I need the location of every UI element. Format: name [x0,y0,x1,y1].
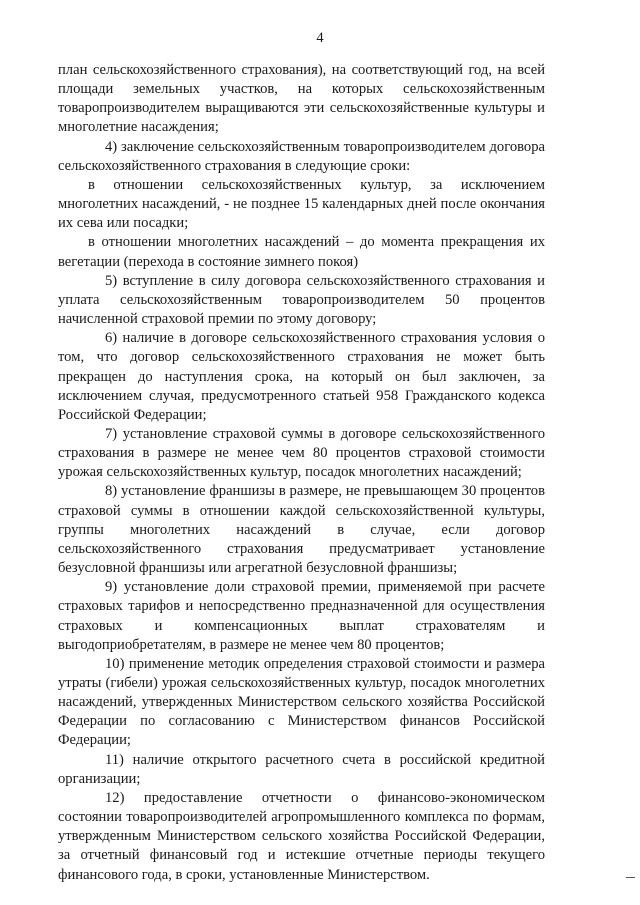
paragraph-item-4: 4) заключение сельскохозяйственным товаропроизводителем договора сельскохозяйственного страхования в следующие сроки: [58,138,545,174]
body-text [58,61,545,885]
paragraph-item-4-crops: в отношении сельскохозяйственных культур, за исключением многолетних насаждений, - не позднее 15 календарных дней после окончания их сева или посадки; [58,176,545,232]
page-number: 4 [316,30,324,46]
paragraph-item-12: 12) предоставление отчетности о финансово-экономическом состоянии товаропроизводителей агропромышленного комплекса по формам, утвержденным Министерством сельского хозяйства Российской Федерации, за отчетный финансовый год и истекшие отчетные периоды текущего финансового года, в сроки, установленные Министерством. [58,789,545,883]
paragraph-item-8: 8) установление франшизы в размере, не превышающем 30 процентов страховой суммы в отношении каждой сельскохозяйственной культуры, группы многолетних насаждений в случае, если договор сельскохозяйственного страхования предусматривает установление безусловной франшизы или агрегатной безусловной франшизы; [58,483,545,577]
margin-mark [626,877,635,878]
paragraph-continuation: план сельскохозяйственного страхования), на соответствующий год, на всей площади земельных участков, на которых сельскохозяйственным товаропроизводителем выращиваются эти сельскохозяйственные культуры и многолетние насаждения; [58,62,545,136]
paragraph-item-11: 11) наличие открытого расчетного счета в российской кредитной организации; [58,751,545,787]
paragraph-item-5: 5) вступление в силу договора сельскохозяйственного страхования и уплата сельскохозяйственным товаропроизводителем 50 процентов начисленной страховой премии по этому договору; [58,272,545,328]
paragraph-item-4-perennials: в отношении многолетних насаждений – до момента прекращения их вегетации (перехода в состояние зимнего покоя) [58,234,545,270]
paragraph-item-7: 7) установление страховой суммы в договоре сельскохозяйственного страхования в размере не менее чем 80 процентов страховой стоимости урожая сельскохозяйственных культур, посадок многолетних насаждений; [58,425,545,481]
paragraph-item-9: 9) установление доли страховой премии, применяемой при расчете страховых тарифов и непосредственно предназначенной для осуществления страховых и компенсационных выплат страхователям и выгодоприобретателям, в размере не менее чем 80 процентов; [58,579,545,653]
paragraph-item-6: 6) наличие в договоре сельскохозяйственного страхования условия о том, что договор сельскохозяйственного страхования не может быть прекращен до наступления срока, на который он был заключен, за исключением случая, предусмотренного статьей 958 Гражданского кодекса Российской Федерации; [58,330,545,423]
paragraph-item-10: 10) применение методик определения страховой стоимости и размера утраты (гибели) урожая сельскохозяйственных культур, посадок многолетних насаждений, утвержденных Министерством сельского хозяйства Российской Федерации по согласованию с Министерством финансов Российской Федерации; [58,655,545,749]
